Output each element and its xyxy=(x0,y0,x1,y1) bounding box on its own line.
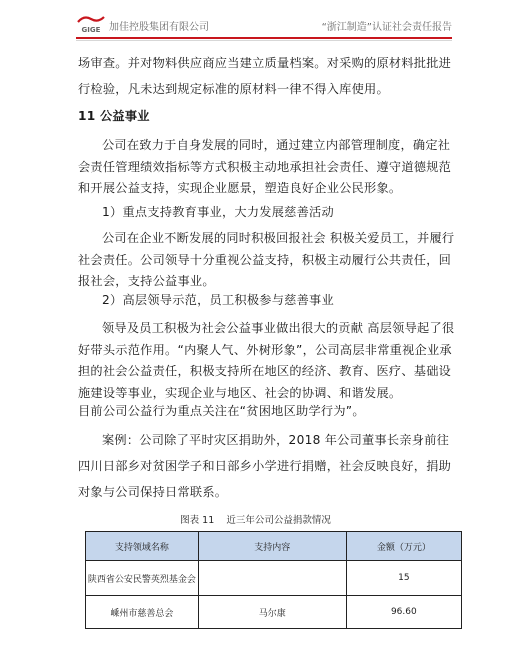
svg-text:GIGE: GIGE xyxy=(81,26,101,34)
paragraph-intro: 场审查。并对物料供应商应当建立质量档案。对采购的原材料批批进行检验，凡未达到规定标准的原材料一律不得入库使用。 xyxy=(78,56,452,96)
paragraph-4: 目前公司公益行为重点关注在“贫困地区助学行为”。 xyxy=(78,404,365,418)
section-heading: 11 公益事业 xyxy=(78,109,150,123)
table-row xyxy=(86,596,462,629)
header-rule-thin xyxy=(76,40,452,41)
column-header: 支持内容 xyxy=(198,532,346,561)
page-header xyxy=(76,13,452,43)
subheading-1: 1）重点支持教育事业，大力发展慈善活动 xyxy=(102,205,334,219)
paragraph-2: 公司在企业不断发展的同时积极回报社会 积极关爱员工，并履行社会责任。公司领导十分重视公益支持，积极主动履行公共责任，回报社会，支持公益事业。 xyxy=(78,231,455,288)
table-row xyxy=(86,561,462,596)
paragraph-1: 公司在致力于自身发展的同时，通过建立内部管理制度，确定社会责任管理绩效指标等方式积极主动地承担社会责任、遵守道德规范和开展公益支持，实现企业愿景，塑造良好企业公民形象。 xyxy=(78,138,452,195)
donation-table xyxy=(85,531,462,629)
table-cell: 15 xyxy=(346,561,461,596)
table-cell xyxy=(198,561,346,596)
subheading-2: 2）高层领导示范，员工积极参与慈善事业 xyxy=(102,293,334,307)
company-name: 加佳控股集团有限公司 xyxy=(109,22,209,33)
header-rule xyxy=(76,37,452,39)
column-header: 金额（万元） xyxy=(346,532,461,561)
paragraph-3: 领导及员工积极为社会公益事业做出很大的贡献 高层领导起了很好带头示范作用。“内聚人气、外树形象”，公司高层非常重视企业承担的社会公益责任，积极支持所在地区的经济、教育、医疗、基础设施建设等事业，实现企业与地区、社会的协调、和谐发展。 xyxy=(78,321,455,400)
report-title: “浙江制造”认证社会责任报告 xyxy=(321,22,452,33)
table-cell: 马尔康 xyxy=(198,596,346,629)
gige-logo xyxy=(76,14,106,34)
table-cell: 96.60 xyxy=(346,596,461,629)
table-cell: 陕西省公安民警英烈基金会 xyxy=(86,561,199,596)
table-cell: 嵊州市慈善总会 xyxy=(86,596,199,629)
table-caption: 图表 11 近三年公司公益捐款情况 xyxy=(180,515,331,526)
table-header-row xyxy=(86,532,462,561)
column-header: 支持领域名称 xyxy=(86,532,199,561)
paragraph-5: 案例：公司除了平时灾区捐助外，2018 年公司董事长亲身前往四川日部乡对贫困学子和日部乡小学进行捐赠，社会反映良好，捐助对象与公司保持日常联系。 xyxy=(78,433,452,499)
